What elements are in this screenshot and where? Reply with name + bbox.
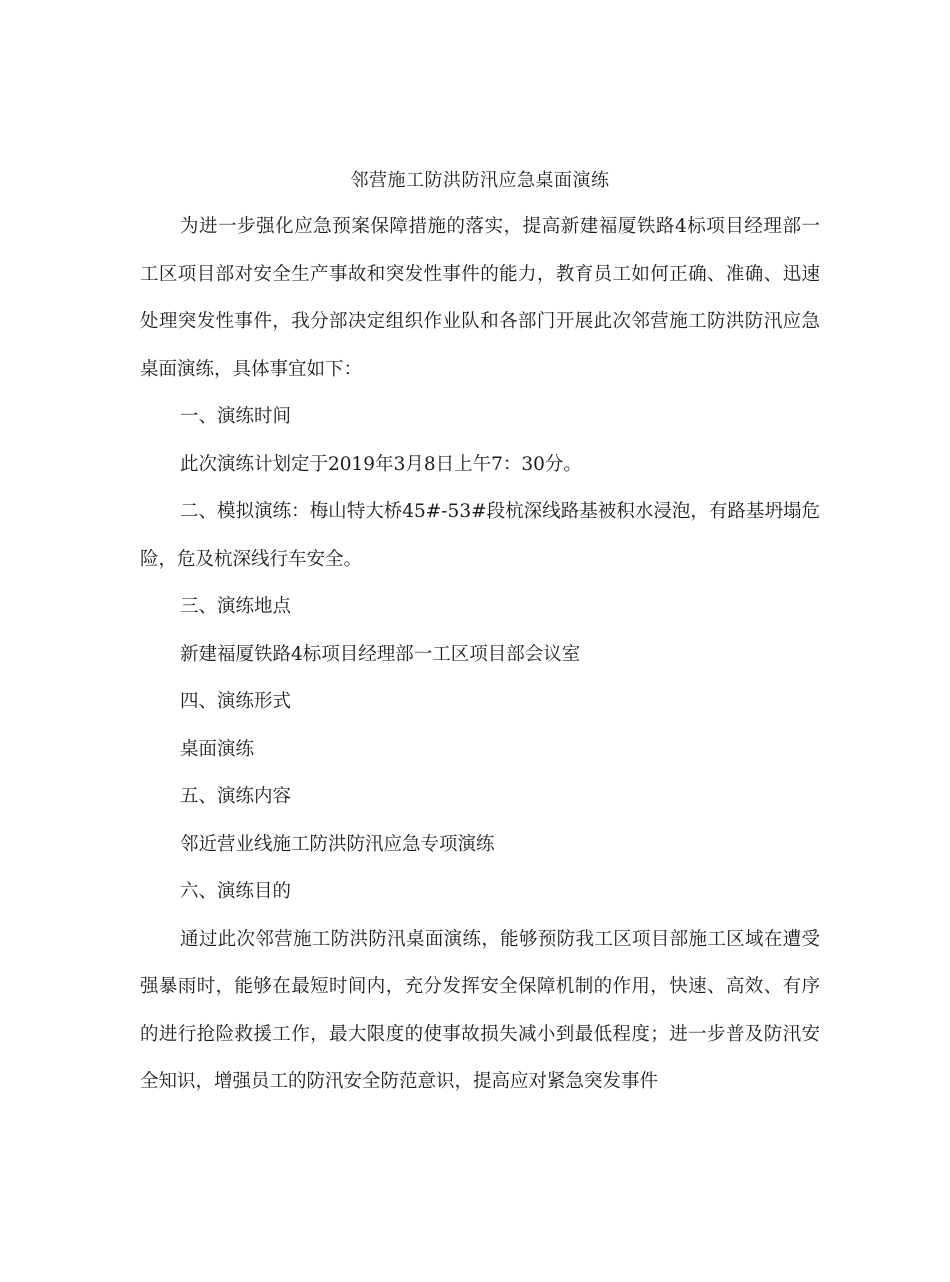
section-body-format: 桌面演练 — [180, 738, 255, 760]
section-heading-time: 一、演练时间 — [180, 406, 292, 427]
section-heading-content: 五、演练内容 — [180, 786, 292, 807]
section-heading-location: 三、演练地点 — [180, 596, 292, 617]
document-title: 邻营施工防洪防汛应急桌面演练 — [350, 170, 610, 191]
intro-paragraph: 为进一步强化应急预案保障措施的落实，提高新建福厦铁路4标项目经理部一工区项目部对安全生产事故和突发性事件的能力，教育员工如何正确、准确、迅速处理突发性事件，我分部决定组织作业队和各部门开展此次邻营施工防洪防汛应急桌面演练，具体事宜如下： — [140, 216, 820, 380]
document-page — [140, 165, 820, 1106]
section-body-time: 此次演练计划定于2019年3月8日上午7：30分。 — [180, 453, 582, 475]
section-body-content: 邻近营业线施工防洪防汛应急专项演练 — [180, 833, 495, 855]
section-body-location: 新建福厦铁路4标项目经理部一工区项目部会议室 — [180, 643, 581, 665]
section-heading-simulation: 二、模拟演练：梅山特大桥45#-53#段杭深线路基被积水浸泡，有路基坍塌危险，危及杭深线行车安全。 — [140, 501, 820, 570]
section-heading-format: 四、演练形式 — [180, 691, 292, 712]
section-heading-purpose: 六、演练目的 — [180, 881, 292, 902]
section-body-purpose: 通过此次邻营施工防洪防汛桌面演练，能够预防我工区项目部施工区域在遭受强暴雨时，能够在最短时间内，充分发挥安全保障机制的作用，快速、高效、有序的进行抢险救援工作，最大限度的使事故损失减小到最低程度；进一步普及防汛安全知识，增强员工的防汛安全防范意识，提高应对紧急突发事件 — [140, 928, 820, 1092]
